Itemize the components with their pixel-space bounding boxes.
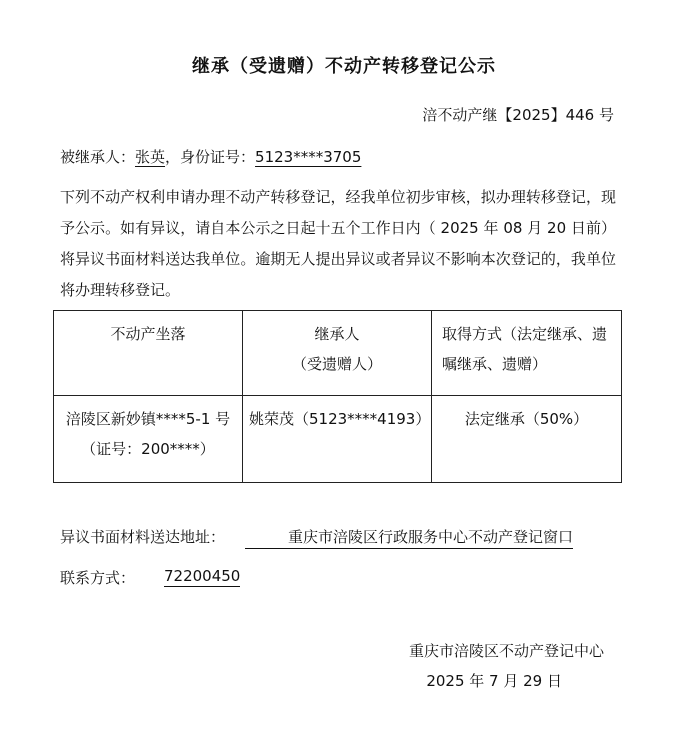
document-number: 涪不动产继【2025】446 号 bbox=[422, 106, 614, 124]
table-row bbox=[54, 396, 622, 483]
decedent-label: 被继承人： bbox=[60, 148, 136, 166]
cell-heir: 姚荣茂（5123****4193） bbox=[243, 396, 432, 483]
decedent-id: 5123****3705 bbox=[255, 148, 362, 166]
cell-method: 法定继承（50%） bbox=[432, 396, 622, 483]
decedent-name: 张英 bbox=[135, 148, 166, 166]
contact-value: 72200450 bbox=[164, 567, 241, 585]
decedent-line bbox=[60, 146, 361, 167]
header-method: 取得方式（法定继承、遗嘱继承、遗赠） bbox=[432, 311, 622, 396]
address-value: 重庆市涪陵区行政服务中心不动产登记窗口 bbox=[245, 526, 573, 549]
notice-body: 下列不动产权利申请办理不动产转移登记，经我单位初步审核，拟办理转移登记，现予公示。如有异议，请自本公示之日起十五个工作日内（ 2025 年 08 月 20 日前）将异议书面材料送达我单位。逾期无人提出异议或者异议不影响本次登记的，我单位将办理转移登记。 bbox=[60, 188, 616, 299]
property-table bbox=[53, 310, 622, 483]
address-label: 异议书面材料送达地址： bbox=[60, 528, 226, 546]
table-header-row bbox=[54, 311, 622, 396]
notice-title: 继承（受遗赠）不动产转移登记公示 bbox=[192, 56, 496, 77]
header-heir: 继承人 （受遗赠人） bbox=[243, 311, 432, 396]
contact-label: 联系方式： bbox=[60, 569, 136, 587]
id-label: ，身份证号： bbox=[165, 148, 256, 166]
issue-date: 2025 年 7 月 29 日 bbox=[426, 672, 562, 690]
issuer-name: 重庆市涪陵区不动产登记中心 bbox=[408, 642, 604, 660]
header-location: 不动产坐落 bbox=[54, 311, 243, 396]
cell-location: 涪陵区新妙镇****5-1 号 （证号：200****） bbox=[54, 396, 243, 483]
